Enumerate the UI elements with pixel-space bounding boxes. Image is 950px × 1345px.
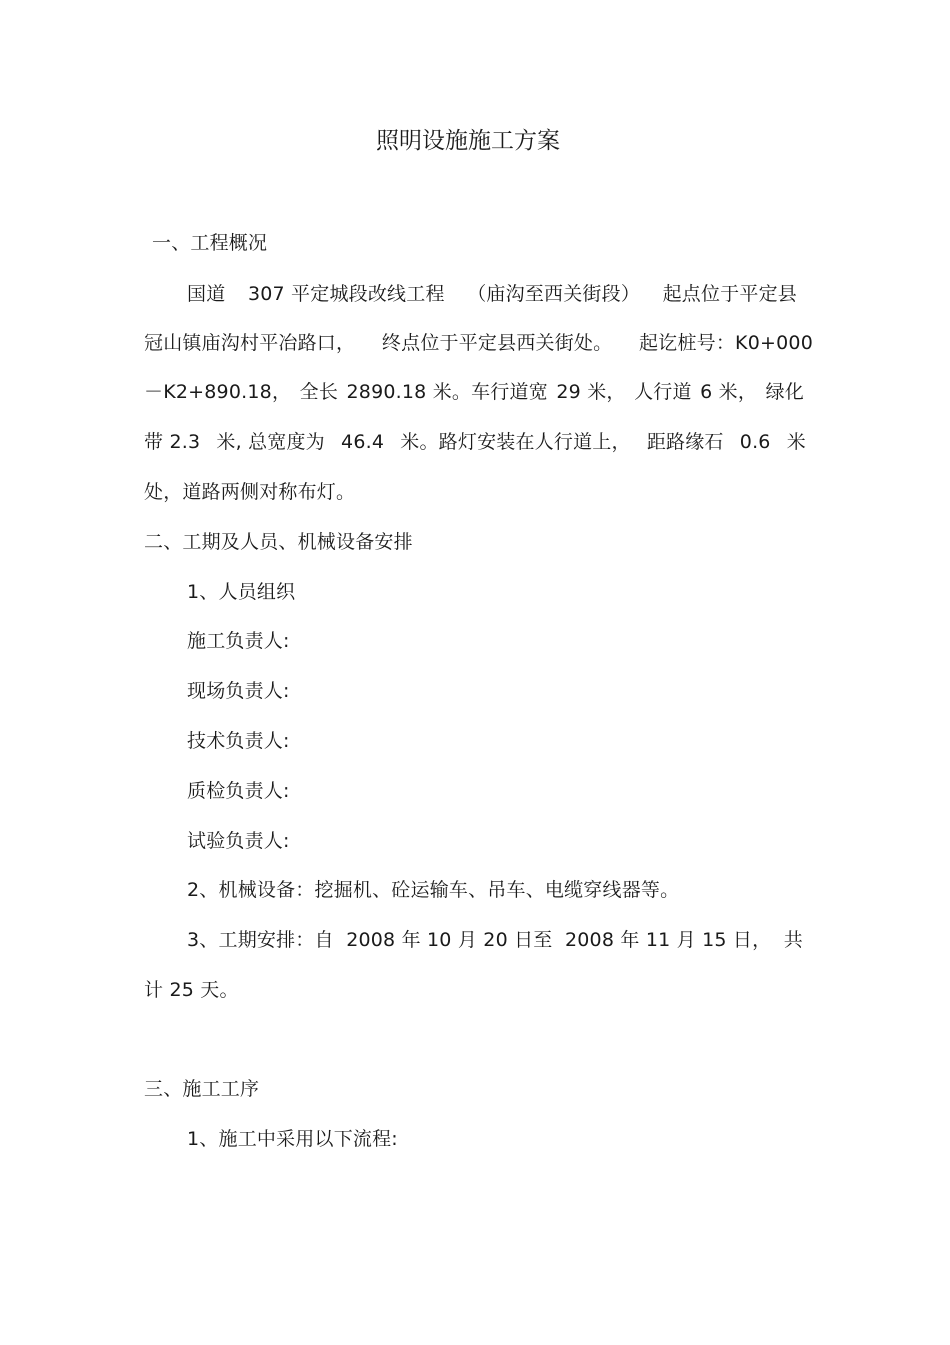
text-fragment: 307 平定城段改线工程 [247, 283, 445, 305]
text-fragment: 米 [786, 431, 806, 453]
text-fragment: 米, 总宽度为 [216, 431, 325, 453]
personnel-heading: 1、人员组织 [187, 581, 296, 603]
text-fragment: 全长 [299, 381, 339, 403]
schedule-line-1 [187, 927, 803, 953]
text-fragment: －K2+890.18， [144, 381, 292, 403]
overview-paragraph-line-1 [187, 281, 797, 307]
overview-paragraph-line-3 [144, 379, 804, 405]
role-quality-lead: 质检负责人: [187, 780, 290, 802]
process-item-1: 1、施工中采用以下流程: [187, 1128, 398, 1150]
overview-paragraph-line-5: 处，道路两侧对称布灯。 [144, 481, 356, 503]
text-fragment: 2890.18 米。车行道宽 [346, 381, 548, 403]
role-testing-lead: 试验负责人: [187, 830, 290, 852]
role-site-lead: 现场负责人: [187, 680, 290, 702]
text-fragment: 起讫桩号：K0+000 [639, 332, 813, 354]
page-title: 照明设施施工方案 [376, 128, 560, 154]
role-technical-lead: 技术负责人: [187, 730, 290, 752]
role-construction-lead: 施工负责人: [187, 630, 290, 652]
section-heading-overview: 一、工程概况 [152, 232, 268, 254]
text-fragment: 起点位于平定县 [662, 283, 797, 305]
text-fragment: 0.6 [739, 431, 771, 453]
text-fragment: 6 米， [700, 381, 758, 403]
equipment-list: 2、机械设备：挖掘机、砼运输车、吊车、电缆穿线器等。 [187, 879, 680, 901]
text-fragment: 终点位于平定县西关街处。 [381, 332, 613, 354]
overview-paragraph-line-2 [144, 330, 813, 356]
overview-paragraph-line-4 [144, 429, 806, 455]
text-fragment: 人行道 [634, 381, 692, 403]
text-fragment: （庙沟至西关街段） [467, 283, 641, 305]
text-fragment: 绿化 [765, 381, 804, 403]
text-fragment: 29 米， [556, 381, 626, 403]
section-heading-process: 三、施工工序 [144, 1078, 260, 1100]
text-fragment: 国道 [187, 283, 226, 305]
schedule-line-2: 计 25 天。 [144, 979, 239, 1001]
text-fragment: 3、工期安排：自 [187, 929, 334, 951]
text-fragment: 距路缘石 [646, 431, 724, 453]
section-heading-schedule: 二、工期及人员、机械设备安排 [144, 531, 413, 553]
text-fragment: 带 2.3 [144, 431, 201, 453]
text-fragment: 米。路灯安装在人行道上， [400, 431, 631, 453]
text-fragment: 2008 年 11 月 15 日， [564, 929, 772, 951]
text-fragment: 46.4 [341, 431, 385, 453]
text-fragment: 冠山镇庙沟村平冶路口， [144, 332, 356, 354]
text-fragment: 共 [783, 929, 803, 951]
text-fragment: 2008 年 10 月 20 日至 [346, 929, 553, 951]
